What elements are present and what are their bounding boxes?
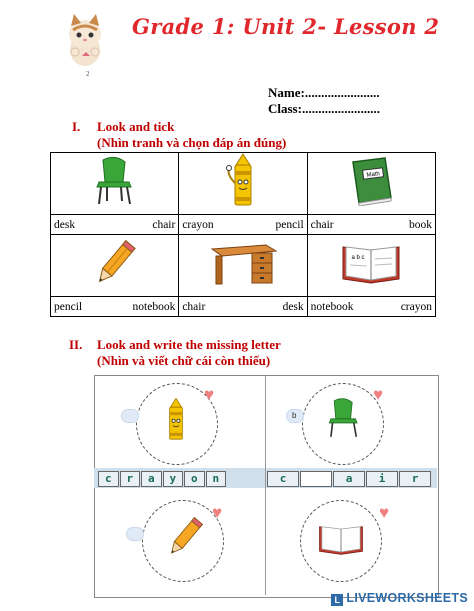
options-cell: [307, 297, 435, 317]
cloud-icon: [127, 528, 143, 540]
section1-heading: Look and tick: [97, 119, 175, 134]
liveworksheets-icon: L: [331, 594, 343, 606]
letter-box[interactable]: r: [399, 471, 431, 487]
option-notebook[interactable]: notebook: [132, 300, 176, 313]
cat-number: 2: [86, 70, 90, 78]
missing-letter-input[interactable]: [300, 471, 332, 487]
option-chair[interactable]: chair: [152, 218, 176, 231]
cell-chair-image: [51, 153, 179, 215]
letter-box[interactable]: a: [141, 471, 162, 487]
options-cell: [179, 215, 307, 235]
option-notebook[interactable]: notebook: [310, 300, 354, 313]
letter-box[interactable]: n: [206, 471, 227, 487]
book-cover-text: Math: [366, 171, 381, 179]
chair-icon: [326, 396, 362, 440]
image-row-2: [51, 235, 436, 297]
letter-box[interactable]: i: [366, 471, 398, 487]
hint-letter: b: [292, 411, 297, 420]
desk-icon: [208, 239, 278, 287]
section1-subheading: (Nhìn tranh và chọn đáp án đúng): [97, 135, 287, 150]
pencil-icon: [165, 512, 205, 562]
section2-subheading: (Nhìn và viết chữ cái còn thiếu): [97, 353, 271, 368]
letter-box[interactable]: o: [184, 471, 205, 487]
option-desk[interactable]: desk: [54, 218, 76, 231]
option-chair[interactable]: chair: [182, 300, 206, 313]
notebook-icon: [341, 241, 401, 285]
heart-icon: ♥: [212, 503, 223, 522]
option-desk[interactable]: desk: [282, 300, 304, 313]
class-field[interactable]: Class:........................: [268, 101, 380, 116]
chair-icon: [93, 156, 137, 206]
option-crayon[interactable]: crayon: [182, 218, 214, 231]
letter-box[interactable]: c: [98, 471, 119, 487]
heart-icon: ♥: [373, 385, 384, 404]
cell-crayon-image: [179, 153, 307, 215]
look-and-tick-table: [50, 152, 436, 317]
letter-box[interactable]: r: [120, 471, 141, 487]
crayon-icon: [223, 153, 263, 209]
word1-boxes: [98, 471, 227, 487]
cloud-icon: [122, 410, 138, 422]
cell-desk-image: [179, 235, 307, 297]
options-cell: [307, 215, 435, 235]
image-row-1: [51, 153, 436, 215]
name-field[interactable]: Name:.......................: [268, 85, 380, 100]
letter-box[interactable]: a: [333, 471, 365, 487]
letter-box[interactable]: y: [163, 471, 184, 487]
options-cell: [51, 297, 179, 317]
cell-pencil-image: [51, 235, 179, 297]
cell-book-image: [307, 153, 435, 215]
heart-icon: ♥: [379, 503, 390, 522]
letter-box[interactable]: c: [267, 471, 299, 487]
page-title: Grade 1: Unit 2- Lesson 2: [132, 14, 440, 39]
liveworksheets-logo[interactable]: [331, 591, 468, 606]
cat-illustration: [62, 12, 108, 72]
notebook-page-text: a b c: [351, 255, 365, 261]
book-icon: [347, 156, 395, 206]
heart-icon: ♥: [204, 385, 215, 404]
notebook-icon: [318, 522, 364, 556]
section2-heading: Look and write the missing letter: [97, 337, 281, 352]
options-cell: [51, 215, 179, 235]
option-chair[interactable]: chair: [310, 218, 334, 231]
option-pencil[interactable]: pencil: [54, 300, 83, 313]
options-cell: [179, 297, 307, 317]
section2-number: II.: [69, 337, 83, 352]
option-crayon[interactable]: crayon: [400, 300, 432, 313]
cell-notebook-image: [307, 235, 435, 297]
word2-boxes: [267, 471, 432, 487]
pencil-icon: [92, 235, 138, 291]
option-book[interactable]: book: [409, 218, 432, 231]
crayon-icon: [160, 395, 192, 445]
option-pencil[interactable]: pencil: [275, 218, 304, 231]
option-row-2: [51, 297, 436, 317]
option-row-1: [51, 215, 436, 235]
panel-divider: [265, 376, 266, 595]
brand-name: LIVEWORKSHEETS: [346, 591, 468, 605]
section1-number: I.: [72, 119, 81, 134]
